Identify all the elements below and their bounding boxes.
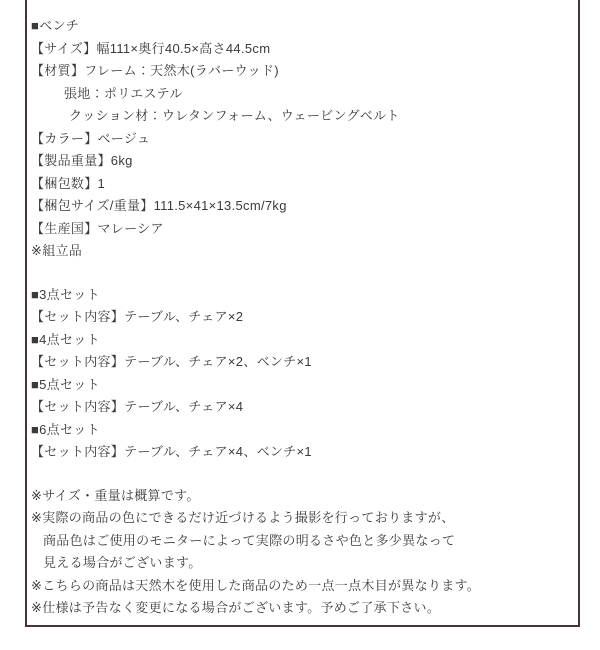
spec-border-box [25, 0, 580, 627]
bench-material-cushion: クッション材：ウレタンフォーム、ウェービングベルト [69, 108, 400, 123]
bench-assembly-note: ※組立品 [31, 243, 83, 258]
set-heading: ■4点セット [31, 331, 100, 347]
bench-package-count: 【梱包数】1 [31, 175, 106, 191]
set-contents: 【セット内容】テーブル、チェア×4、ベンチ×1 [31, 444, 312, 459]
note-line: ※サイズ・重量は概算です。 [31, 487, 200, 503]
note-line: ※仕様は予告なく変更になる場合がございます。予めご了承下さい。 [31, 600, 441, 615]
bench-spec-section [31, 15, 570, 263]
note-line: ※こちらの商品は天然木を使用した商品のため一点一点木目が異なります。 [31, 577, 481, 593]
bench-material-frame: 【材質】フレーム：天然木(ラバーウッド) [31, 63, 279, 78]
bench-product-weight: 【製品重量】6kg [31, 153, 133, 168]
bench-size: 【サイズ】幅111×奥行40.5×高さ44.5cm [31, 40, 271, 56]
section-divider-space [31, 464, 570, 485]
bench-material-fabric: 張地：ポリエステル [64, 85, 183, 101]
bench-country: 【生産国】マレーシア [31, 220, 164, 236]
note-line: 見える場合がございます。 [43, 555, 202, 570]
bench-heading: ■ベンチ [31, 18, 80, 33]
set-heading: ■3点セット [31, 286, 100, 302]
bench-color: 【カラー】ベージュ [31, 130, 151, 146]
set-contents: 【セット内容】テーブル、チェア×2、ベンチ×1 [31, 354, 312, 369]
set-contents: 【セット内容】テーブル、チェア×4 [31, 399, 244, 414]
spec-content [27, 0, 578, 620]
section-divider-space [31, 263, 570, 284]
set-heading: ■6点セット [31, 421, 100, 437]
set-heading: ■5点セット [31, 376, 100, 392]
set-contents: 【セット内容】テーブル、チェア×2 [31, 309, 244, 324]
note-line: ※実際の商品の色にできるだけ近づけるよう撮影を行っておりますが、 [31, 510, 455, 525]
bench-package-size: 【梱包サイズ/重量】111.5×41×13.5cm/7kg [31, 198, 287, 213]
set-list-section [31, 284, 570, 464]
note-line: 商品色はご使用のモニターによって実際の明るさや色と多少異なって [43, 532, 456, 548]
notes-section [31, 485, 570, 620]
